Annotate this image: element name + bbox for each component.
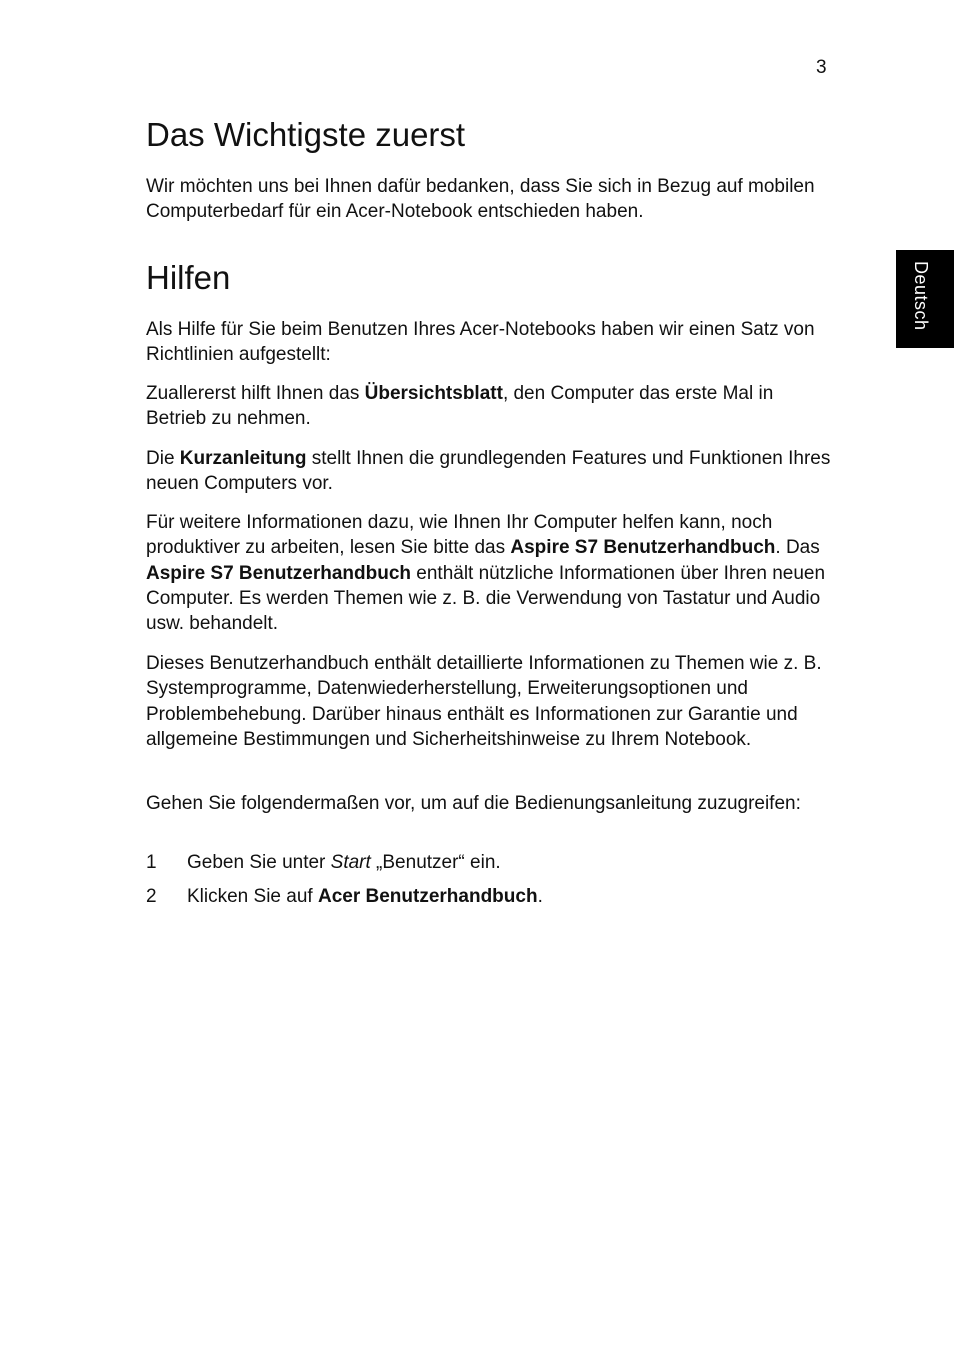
step-number: 2	[146, 886, 157, 907]
help-paragraph-guidelines: Als Hilfe für Sie beim Benutzen Ihres Acer-Notebooks haben wir einen Satz von Richtlinien aufgestellt:	[146, 319, 815, 366]
help-paragraph-quick-guide	[146, 446, 836, 497]
bold-term-acer-user-manual: Acer Benutzerhandbuch	[317, 886, 538, 907]
italic-term-start: Start	[330, 852, 371, 873]
text-run: , den Computer das erste Mal in Betrieb zu nehmen.	[146, 383, 774, 430]
section-title-help: Hilfen	[146, 259, 231, 296]
help-paragraph-user-manual	[146, 510, 836, 636]
text-run: „Benutzer“ ein.	[370, 852, 501, 873]
step-item	[146, 850, 501, 875]
bold-term-user-manual: Aspire S7 Benutzerhandbuch	[146, 562, 411, 584]
bold-term-user-manual: Aspire S7 Benutzerhandbuch	[510, 537, 776, 559]
text-run: Klicken Sie auf	[187, 886, 318, 907]
language-tab-label: Deutsch	[911, 261, 931, 331]
step-item	[146, 884, 543, 909]
bold-term-overview-sheet: Übersichtsblatt	[364, 383, 503, 404]
text-run: .	[537, 886, 543, 907]
text-run: enthält nützliche Informationen über Ihren neuen Computer. Es werden Themen wie z. B. die Verwendung von Tastatur und Audio usw. behandelt.	[146, 562, 826, 635]
text-run: Die	[146, 448, 180, 469]
help-paragraph-access-instructions: Gehen Sie folgendermaßen vor, um auf die Bedienungsanleitung zuzugreifen:	[146, 793, 801, 814]
step-number: 1	[146, 852, 157, 873]
text-run: stellt Ihnen die grundlegenden Features und Funktionen Ihres neuen Computers vor.	[146, 448, 831, 495]
page-number: 3	[816, 57, 827, 78]
language-tab	[896, 250, 954, 348]
bold-term-quick-guide: Kurzanleitung	[179, 448, 307, 469]
section-title-first-steps: Das Wichtigste zuerst	[146, 116, 466, 153]
text-run: Für weitere Informationen dazu, wie Ihnen Ihr Computer helfen kann, noch produktiver zu arbeiten, lesen Sie bitte das	[146, 512, 773, 559]
help-paragraph-overview	[146, 381, 836, 432]
text-run: Geben Sie unter	[187, 852, 331, 873]
text-run: . Das	[775, 537, 820, 559]
help-paragraph-manual-contents: Dieses Benutzerhandbuch enthält detaillierte Informationen zu Themen wie z. B. Systemprogramme, Datenwiederherstellung, Erweiterungsoptionen und Problembehebung. Darüber hinaus enthält es Informationen zur Garantie und allgemeine Bestimmungen und Sicherheitshinweise zu Ihrem Notebook.	[146, 653, 822, 750]
text-run: Zuallererst hilft Ihnen das	[146, 383, 365, 404]
intro-paragraph: Wir möchten uns bei Ihnen dafür bedanken, dass Sie sich in Bezug auf mobilen Computerbedarf für ein Acer-Notebook entschieden haben.	[146, 176, 815, 223]
